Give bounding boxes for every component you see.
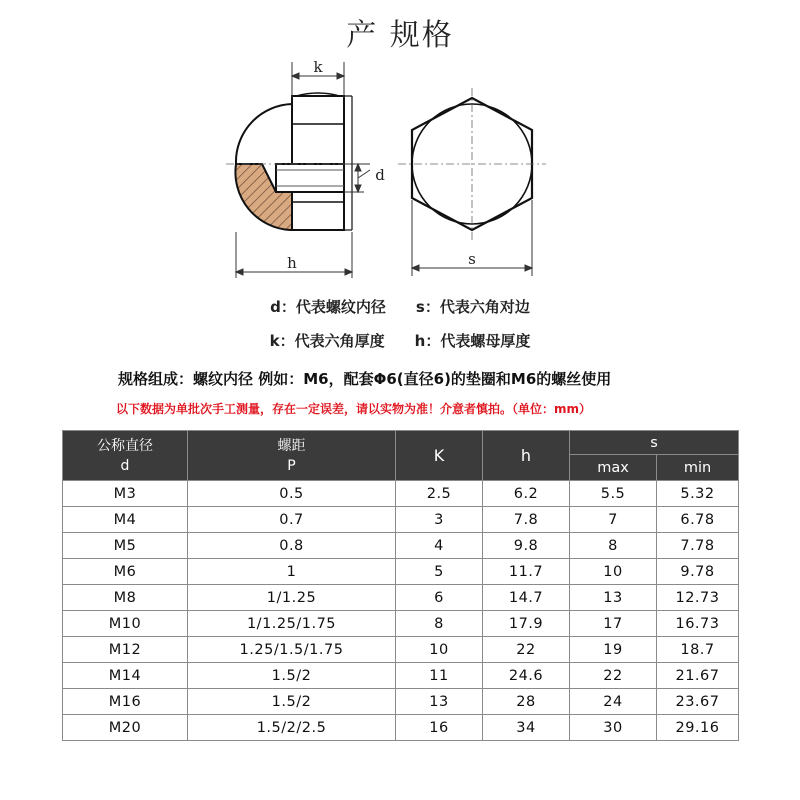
cell-s-max: 8 [570, 533, 657, 559]
thread-bore [276, 164, 344, 192]
legend-s: s：代表六角对边 [415, 298, 530, 316]
cell-p: 0.5 [188, 481, 396, 507]
cell-s-min: 21.67 [657, 663, 739, 689]
cell-d: M5 [63, 533, 188, 559]
table-row [63, 663, 739, 689]
cell-p: 0.7 [188, 507, 396, 533]
cell-s-max: 22 [570, 663, 657, 689]
header-s-min: min [657, 455, 739, 481]
header-s-max: max [570, 455, 657, 481]
cell-h: 24.6 [483, 663, 570, 689]
cell-s-max: 24 [570, 689, 657, 715]
cell-k: 6 [396, 585, 483, 611]
cap-nut-drawing [0, 52, 800, 282]
cell-p: 1.5/2 [188, 663, 396, 689]
cell-k: 2.5 [396, 481, 483, 507]
cell-s-max: 13 [570, 585, 657, 611]
table-row [63, 715, 739, 741]
header-k: K [396, 431, 483, 481]
legend-d: d：代表螺纹内径 [270, 298, 386, 316]
cell-h: 22 [483, 637, 570, 663]
cell-s-min: 16.73 [657, 611, 739, 637]
measurement-disclaimer: 以下数据为单批次手工测量，存在一定误差，请以实物为准！介意者慎拍。（单位：mm） [116, 402, 592, 416]
table-row [63, 481, 739, 507]
cell-s-min: 6.78 [657, 507, 739, 533]
cell-h: 7.8 [483, 507, 570, 533]
table-row [63, 689, 739, 715]
cell-k: 13 [396, 689, 483, 715]
header-h: h [483, 431, 570, 481]
cell-h: 28 [483, 689, 570, 715]
cell-d: M16 [63, 689, 188, 715]
cell-s-max: 19 [570, 637, 657, 663]
cell-k: 11 [396, 663, 483, 689]
cell-s-max: 7 [570, 507, 657, 533]
cell-s-min: 7.78 [657, 533, 739, 559]
label-s: s [468, 250, 476, 268]
legend-row-1 [0, 296, 800, 317]
cell-s-min: 29.16 [657, 715, 739, 741]
cell-s-min: 23.67 [657, 689, 739, 715]
cell-h: 17.9 [483, 611, 570, 637]
cell-s-max: 5.5 [570, 481, 657, 507]
cell-k: 16 [396, 715, 483, 741]
table-row [63, 637, 739, 663]
cell-s-max: 10 [570, 559, 657, 585]
cell-p: 1.25/1.5/1.75 [188, 637, 396, 663]
dome-outline [236, 104, 292, 164]
cell-d: M8 [63, 585, 188, 611]
cell-s-max: 17 [570, 611, 657, 637]
cell-h: 11.7 [483, 559, 570, 585]
cell-p: 1.5/2 [188, 689, 396, 715]
table-row [63, 611, 739, 637]
cell-k: 5 [396, 559, 483, 585]
table-row [63, 559, 739, 585]
legend-k: k：代表六角厚度 [269, 332, 385, 350]
cell-h: 34 [483, 715, 570, 741]
cell-s-min: 5.32 [657, 481, 739, 507]
cell-s-max: 30 [570, 715, 657, 741]
cell-k: 8 [396, 611, 483, 637]
cell-h: 14.7 [483, 585, 570, 611]
cell-k: 10 [396, 637, 483, 663]
cell-k: 3 [396, 507, 483, 533]
cell-p: 1 [188, 559, 396, 585]
front-view [398, 88, 546, 240]
cell-d: M20 [63, 715, 188, 741]
table-row [63, 585, 739, 611]
header-nominal-diameter: 公称直径 d [63, 431, 188, 481]
cell-d: M12 [63, 637, 188, 663]
legend-row-2 [0, 330, 800, 351]
label-k: k [313, 58, 323, 76]
dimension-d [344, 164, 370, 192]
cell-h: 9.8 [483, 533, 570, 559]
cell-d: M6 [63, 559, 188, 585]
cell-p: 0.8 [188, 533, 396, 559]
label-d: d [375, 166, 385, 184]
label-h: h [287, 254, 297, 272]
header-s: s [570, 431, 739, 455]
cell-d: M10 [63, 611, 188, 637]
cell-k: 4 [396, 533, 483, 559]
page-title: 产 规格 [346, 18, 454, 53]
side-view [226, 93, 362, 230]
spec-table [62, 430, 739, 741]
cell-h: 6.2 [483, 481, 570, 507]
table-row [63, 533, 739, 559]
cell-p: 1.5/2/2.5 [188, 715, 396, 741]
cell-p: 1/1.25/1.75 [188, 611, 396, 637]
cell-d: M4 [63, 507, 188, 533]
cell-s-min: 18.7 [657, 637, 739, 663]
legend-h: h：代表螺母厚度 [414, 332, 531, 350]
cell-s-min: 9.78 [657, 559, 739, 585]
table-row [63, 507, 739, 533]
cell-s-min: 12.73 [657, 585, 739, 611]
spec-composition-note: 规格组成：螺纹内径 例如：M6，配套Φ6(直径6)的垫圈和M6的螺丝使用 [118, 370, 612, 388]
cell-d: M3 [63, 481, 188, 507]
cell-p: 1/1.25 [188, 585, 396, 611]
header-pitch: 螺距 P [188, 431, 396, 481]
cell-d: M14 [63, 663, 188, 689]
